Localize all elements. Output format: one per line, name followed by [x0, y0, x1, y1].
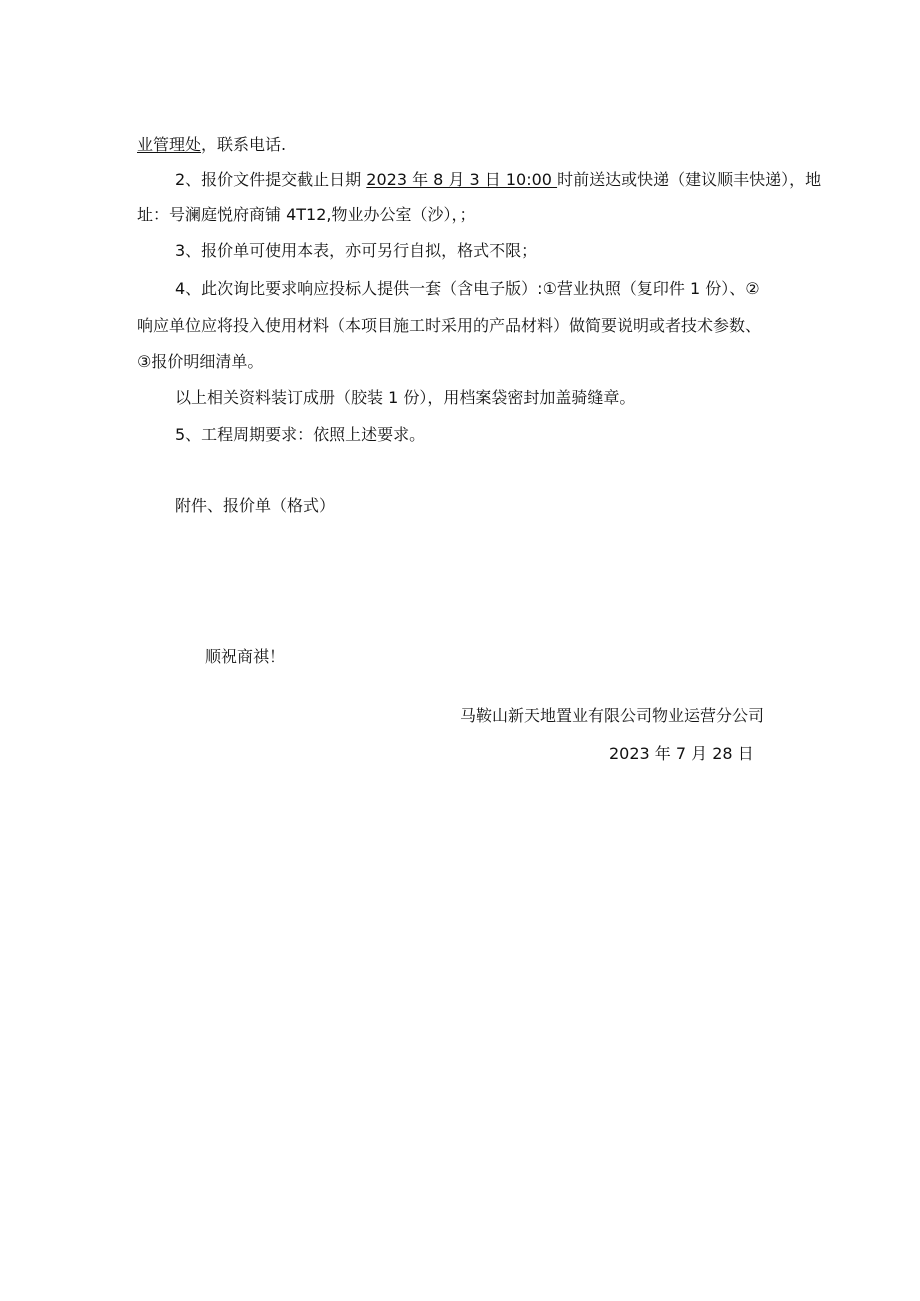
- company-signature: 马鞍山新天地置业有限公司物业运营分公司: [460, 706, 765, 725]
- item-4-line-c: ③报价明细清单。: [137, 352, 264, 371]
- attachment-line: 附件、报价单（格式）: [175, 496, 336, 515]
- item-2-line: [175, 170, 821, 190]
- closing-salutation: 顺祝商祺！: [205, 647, 286, 666]
- item-2-suffix: 时前送达或快递（建议顺丰快递），地: [557, 170, 822, 189]
- item-5-line: 5、工程周期要求：依照上述要求。: [175, 425, 426, 444]
- binding-note: 以上相关资料装订成册（胶装 1 份），用档案袋密封加盖骑缝章。: [175, 388, 636, 407]
- text-line-management-office: [137, 135, 286, 155]
- item-4-line-b: 响应单位应将投入使用材料（本项目施工时采用的产品材料）做简要说明或者技术参数、: [137, 316, 762, 335]
- item-2-prefix: 2、报价文件提交截止日期: [175, 170, 367, 189]
- deadline-date: 2023 年 8 月 3 日 10:00: [366, 170, 558, 189]
- signature-date: 2023 年 7 月 28 日: [609, 744, 754, 763]
- contact-text: ，联系电话.: [201, 135, 287, 154]
- item-3-line: 3、报价单可使用本表，亦可另行自拟，格式不限；: [175, 241, 538, 260]
- item-2-address-line: 址：号澜庭悦府商铺 4T12,物业办公室（沙），；: [137, 205, 476, 224]
- underlined-text: 业管理处: [137, 135, 202, 154]
- item-4-line-a: 4、此次询比要求响应投标人提供一套（含电子版）:①营业执照（复印件 1 份）、②: [175, 279, 760, 298]
